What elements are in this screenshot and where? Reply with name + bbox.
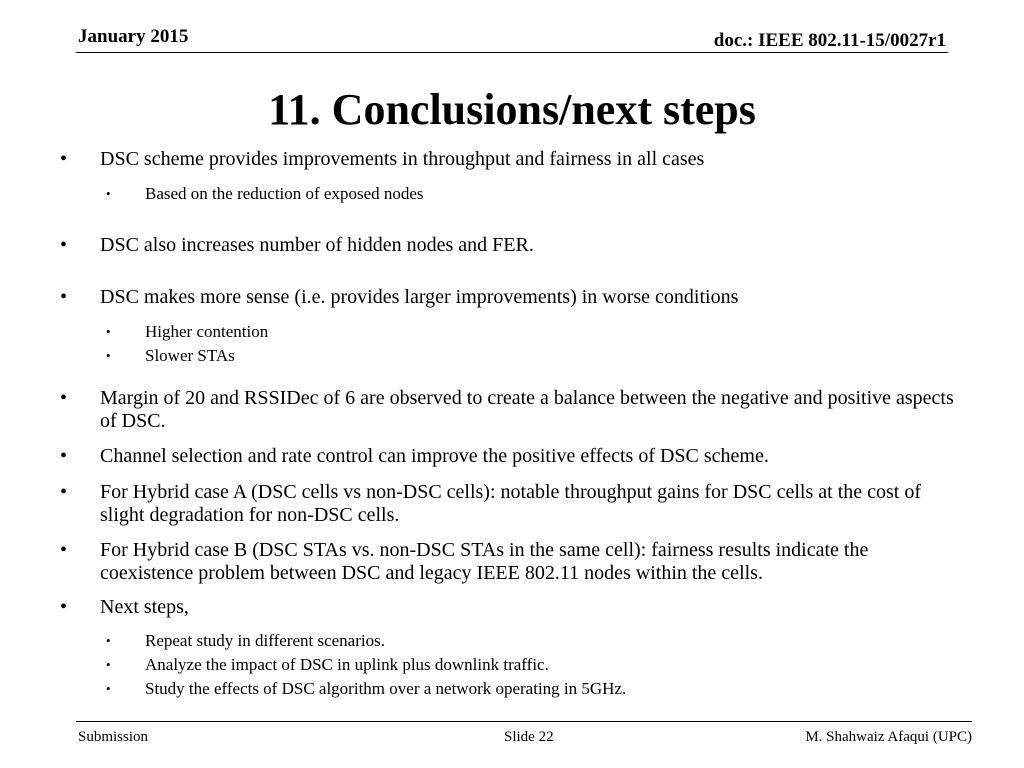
sub-bullet-text: Repeat study in different scenarios. bbox=[145, 631, 385, 650]
bullet-text: DSC scheme provides improvements in throughput and fairness in all cases bbox=[100, 148, 705, 170]
header-doc-id: doc.: IEEE 802.11-15/0027r1 bbox=[713, 30, 946, 51]
bullet-icon: • bbox=[106, 657, 111, 672]
bullet-item bbox=[60, 148, 954, 171]
bullet-item bbox=[60, 286, 954, 309]
bullet-icon: • bbox=[60, 148, 68, 170]
bullet-item bbox=[60, 387, 954, 433]
footer-divider bbox=[76, 721, 972, 722]
bullet-text: For Hybrid case B (DSC STAs vs. non-DSC STAs in the same cell): fairness results indicate the coexistence problem between DSC and legacy IEEE 802.11 nodes within the cells. bbox=[100, 539, 869, 584]
bullet-icon: • bbox=[60, 481, 68, 503]
header-divider bbox=[76, 52, 948, 53]
sub-bullet-text: Study the effects of DSC algorithm over a network operating in 5GHz. bbox=[145, 679, 627, 698]
sub-bullet-text: Higher contention bbox=[145, 322, 269, 341]
sub-bullet-text: Based on the reduction of exposed nodes bbox=[145, 184, 424, 203]
header-date: January 2015 bbox=[78, 26, 189, 47]
bullet-icon: • bbox=[106, 348, 111, 363]
bullet-icon: • bbox=[60, 234, 68, 256]
bullet-icon: • bbox=[60, 596, 68, 618]
bullet-icon: • bbox=[106, 681, 111, 696]
bullet-item bbox=[60, 481, 954, 527]
sub-bullet-item bbox=[60, 184, 954, 204]
bullet-icon: • bbox=[60, 387, 68, 409]
slide-title: 11. Conclusions/next steps bbox=[268, 85, 756, 134]
bullet-text: Margin of 20 and RSSIDec of 6 are observed to create a balance between the negative and positive aspects of DSC. bbox=[100, 387, 954, 432]
bullet-icon: • bbox=[60, 286, 68, 308]
footer-author: M. Shahwaiz Afaqui (UPC) bbox=[805, 729, 972, 745]
bullet-icon: • bbox=[106, 324, 111, 339]
bullet-text: DSC also increases number of hidden nodes and FER. bbox=[100, 234, 534, 256]
bullet-icon: • bbox=[106, 186, 111, 201]
sub-bullet-item bbox=[60, 631, 954, 651]
sub-bullet-text: Slower STAs bbox=[145, 346, 235, 365]
sub-bullet-text: Analyze the impact of DSC in uplink plus downlink traffic. bbox=[145, 655, 549, 674]
bullet-icon: • bbox=[106, 633, 111, 648]
sub-bullet-item bbox=[60, 346, 954, 366]
bullet-icon: • bbox=[60, 539, 68, 561]
sub-bullet-item bbox=[60, 679, 954, 699]
bullet-text: For Hybrid case A (DSC cells vs non-DSC cells): notable throughput gains for DSC cells at the cost of slight degradation for non-DSC cells. bbox=[100, 481, 922, 526]
footer-submission: Submission bbox=[78, 729, 149, 745]
bullet-item bbox=[60, 539, 954, 585]
sub-bullet-item bbox=[60, 322, 954, 342]
footer-slide-number: Slide 22 bbox=[504, 729, 554, 745]
bullet-item bbox=[60, 596, 954, 619]
bullet-item bbox=[60, 445, 954, 468]
bullet-text: Channel selection and rate control can improve the positive effects of DSC scheme. bbox=[100, 445, 769, 467]
bullet-text: Next steps, bbox=[100, 596, 189, 618]
bullet-icon: • bbox=[60, 445, 68, 467]
sub-bullet-item bbox=[60, 655, 954, 675]
bullet-item bbox=[60, 234, 954, 257]
bullet-text: DSC makes more sense (i.e. provides larger improvements) in worse conditions bbox=[100, 286, 739, 308]
